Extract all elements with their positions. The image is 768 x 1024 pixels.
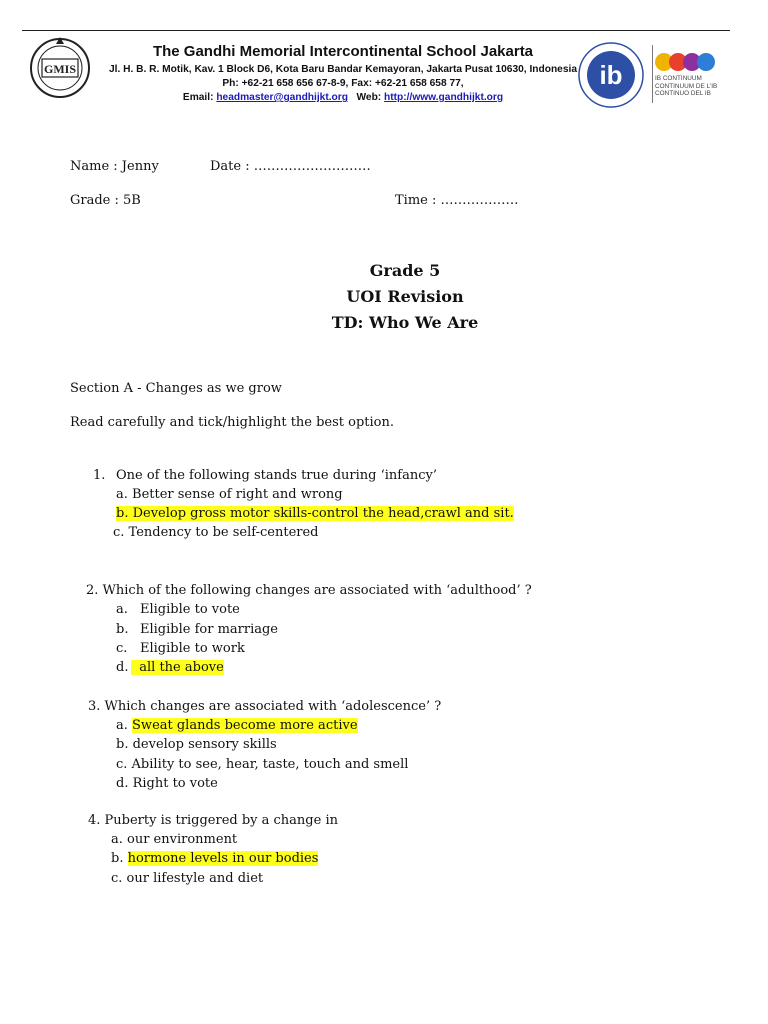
q3-option-c[interactable]: c. Ability to see, hear, taste, touch and smell: [116, 757, 409, 772]
q2-option-a[interactable]: a. Eligible to vote: [116, 602, 240, 617]
question-3-text: 3. Which changes are associated with ‘adolescence’ ?: [88, 699, 442, 714]
question-2-text: 2. Which of the following changes are associated with ‘adulthood’ ?: [86, 583, 532, 598]
title-grade: Grade 5: [369, 261, 441, 280]
email-label: Email:: [182, 92, 214, 103]
ib-continuum-dots: [655, 51, 727, 73]
web-label: Web:: [356, 92, 382, 103]
school-address: Jl. H. B. R. Motik, Kav. 1 Block D6, Kota Baru Bandar Kemayoran, Jakarta Pusat 10630, Indonesia: [108, 64, 578, 75]
question-1-number: 1.: [93, 468, 106, 483]
q3-option-b[interactable]: b. develop sensory skills: [116, 737, 277, 752]
ib-continuum-text: IB CONTINUUM CONTINUUM DE L'IB CONTINUO DEL IB: [655, 75, 718, 98]
q2-option-c[interactable]: c. Eligible to work: [116, 641, 245, 656]
section-heading: Section A - Changes as we grow: [70, 381, 282, 396]
q2-option-b[interactable]: b. Eligible for marriage: [116, 622, 279, 637]
q3-option-a-highlight: Sweat glands become more active: [132, 718, 358, 733]
q4-option-b-highlight: hormone levels in our bodies: [127, 851, 319, 866]
date-field: Date : ………………………: [210, 159, 371, 174]
question-4-text: 4. Puberty is triggered by a change in: [88, 813, 338, 828]
section-instruction: Read carefully and tick/highlight the best option.: [70, 415, 395, 430]
title-subject: UOI Revision: [346, 287, 464, 306]
ib-divider: [652, 45, 653, 103]
ib-world-school-logo: [577, 41, 645, 109]
student-grade: Grade : 5B: [70, 193, 141, 208]
ib-logo-text: ib: [599, 60, 623, 90]
web-link[interactable]: http://www.gandhijkt.org: [384, 92, 504, 103]
q1-option-c[interactable]: c. Tendency to be self-centered: [113, 525, 319, 540]
q1-option-a[interactable]: a. Better sense of right and wrong: [116, 487, 343, 502]
school-name: The Gandhi Memorial Intercontinental School Jakarta: [152, 43, 534, 60]
student-name: Name : Jenny: [70, 159, 159, 174]
q2-option-d[interactable]: d. all the above: [116, 660, 224, 675]
q1-option-b[interactable]: [116, 506, 514, 521]
school-seal-logo: [28, 35, 92, 99]
q4-option-c[interactable]: c. our lifestyle and diet: [111, 871, 264, 886]
school-info: [108, 43, 578, 105]
seal-text: GMIS: [43, 62, 77, 76]
email-link[interactable]: headmaster@gandhijkt.org: [216, 92, 348, 103]
school-phone-fax: Ph: +62-21 658 656 67-8-9, Fax: +62-21 658 658 77,: [222, 78, 464, 89]
time-field: Time : ………………: [395, 193, 519, 208]
q3-option-d[interactable]: d. Right to vote: [116, 776, 218, 791]
title-theme: TD: Who We Are: [331, 313, 479, 332]
q3-option-a[interactable]: a. Sweat glands become more active: [116, 718, 358, 733]
q4-option-b[interactable]: b. hormone levels in our bodies: [111, 851, 319, 866]
school-contact: [108, 91, 578, 105]
question-1-text: One of the following stands true during ‘infancy’: [116, 468, 437, 483]
q2-option-d-highlight: all the above: [131, 660, 224, 675]
q1-option-b-highlight: b. Develop gross motor skills-control the head,crawl and sit.: [116, 506, 514, 521]
ib-continuum-logo: [655, 51, 727, 98]
q4-option-a[interactable]: a. our environment: [111, 832, 238, 847]
letterhead: [22, 30, 730, 117]
